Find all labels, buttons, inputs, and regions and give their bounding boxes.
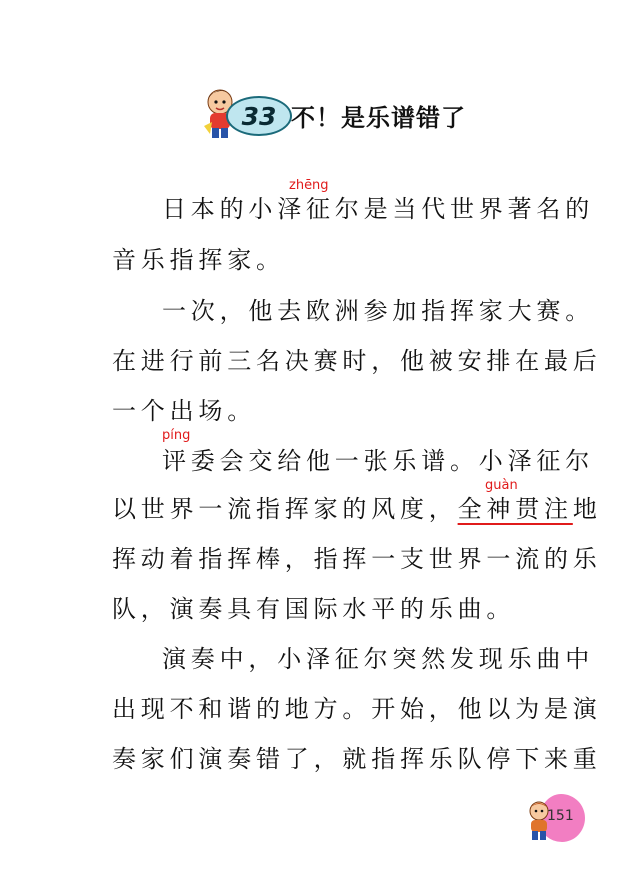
text-segment: 地 [572,495,602,523]
text-line: 日本的小泽征尔是当代世界著名的 [162,195,594,223]
text-line: 挥动着指挥棒，指挥一支世界一流的乐 [112,545,602,573]
pinyin-annotation: píng [162,428,191,443]
page-number: 151 [547,808,574,824]
text-line: 在进行前三名决赛时，他被安排在最后 [112,347,602,375]
text-line: 奏家们演奏错了，就指挥乐队停下来重 [112,745,602,773]
text-line: 出现不和谐的地方。开始，他以为是演 [112,695,602,723]
text-line [112,494,602,524]
text-line: 演奏中，小泽征尔突然发现乐曲中 [162,645,594,673]
page-number-badge [521,790,585,848]
underlined-vocabulary: 全神贯注 [457,495,573,523]
pinyin-annotation: zhēng [289,178,329,193]
text-segment: 以世界一流指挥家的风度， [112,495,458,523]
text-line: 音乐指挥家。 [112,246,285,274]
page-title: 不！是乐谱错了 [291,104,466,132]
text-line: 一次，他去欧洲参加指挥家大赛。 [162,297,594,325]
text-line: 评委会交给他一张乐谱。小泽征尔 [162,447,594,475]
pinyin-annotation: guàn [485,478,518,493]
lesson-number-badge: 33 [226,96,292,136]
text-line: 一个出场。 [112,397,256,425]
text-line: 队，演奏具有国际水平的乐曲。 [112,595,516,623]
lesson-title [198,82,498,142]
